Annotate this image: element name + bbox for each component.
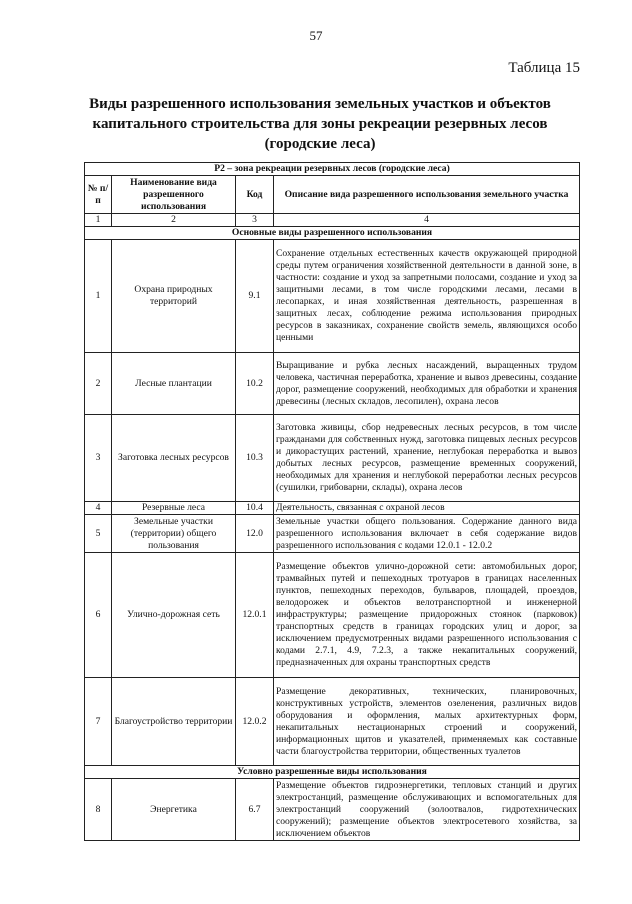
row-name: Энергетика	[112, 779, 236, 841]
row-desc: Деятельность, связанная с охраной лесов	[274, 502, 580, 515]
row-desc: Земельные участки общего пользования. Содержание данного вида разрешенного использования включает в себя содержание видов разрешенного использования с кодами 12.0.1 - 12.0.2	[274, 515, 580, 553]
header-num: № п/п	[85, 176, 112, 214]
row-desc: Размещение объектов улично-дорожной сети: автомобильных дорог, трамвайных путей и пешеходных тротуаров в границах населенных пунктов, пешеходных переходов, бульваров, площадей, проездов, велодорожек и объектов велотранспортной и инженерной инфраструктуры; размещение придорожных стоянок (парковок) транспортных средств в границах городских улиц и дорог, за исключением предусмотренных видами разрешенного использования с кодами 2.7.1, 4.9, 7.2.3, а также некапитальных сооружений, предназначенных для охраны транспортных средств	[274, 553, 580, 678]
table-row	[85, 515, 580, 553]
row-code: 12.0	[236, 515, 274, 553]
document-title	[60, 94, 580, 154]
row-name: Резервные леса	[112, 502, 236, 515]
row-desc: Размещение декоративных, технических, планировочных, конструктивных устройств, элементов озеленения, различных видов оборудования и оформления, малых архитектурных форм, некапитальных нестационарных строений и сооружений, информационных щитов и указателей, применяемых как составные части благоустройства территории, общественных туалетов	[274, 678, 580, 766]
row-num: 2	[85, 353, 112, 415]
table-row	[85, 678, 580, 766]
row-desc: Размещение объектов гидроэнергетики, тепловых станций и других электростанций, размещение обслуживающих и вспомогательных для электростанций сооружений (золоотвалов, гидротехнических сооружений); размещение объектов электросетевого хозяйства, за исключением объектов	[274, 779, 580, 841]
col-number: 1	[85, 214, 112, 227]
row-name: Заготовка лесных ресурсов	[112, 415, 236, 502]
section-main: Основные виды разрешенного использования	[85, 227, 580, 240]
row-code: 10.4	[236, 502, 274, 515]
table-row	[85, 502, 580, 515]
row-name: Благоустройство территории	[112, 678, 236, 766]
table-row	[85, 353, 580, 415]
page-number: 57	[309, 28, 323, 43]
section-conditional: Условно разрешенные виды использования	[85, 766, 580, 779]
row-num: 1	[85, 240, 112, 353]
row-name: Улично-дорожная сеть	[112, 553, 236, 678]
row-code: 10.3	[236, 415, 274, 502]
col-number: 2	[112, 214, 236, 227]
row-name: Земельные участки (территории) общего пользования	[112, 515, 236, 553]
row-code: 6.7	[236, 779, 274, 841]
zone-heading: Р2 – зона рекреации резервных лесов (городские леса)	[85, 163, 580, 176]
row-num: 7	[85, 678, 112, 766]
row-code: 10.2	[236, 353, 274, 415]
table-row	[85, 415, 580, 502]
row-name: Лесные плантации	[112, 353, 236, 415]
row-desc: Выращивание и рубка лесных насаждений, выращенных трудом человека, частичная переработка, хранение и вывоз древесины, создание дорог, размещение сооружений, необходимых для обработки и хранения древесины (лесных складов, лесопилен), охрана лесов	[274, 353, 580, 415]
header-name: Наименование вида разрешенного использования	[112, 176, 236, 214]
table-row	[85, 240, 580, 353]
col-number: 4	[274, 214, 580, 227]
row-name: Охрана природных территорий	[112, 240, 236, 353]
header-desc: Описание вида разрешенного использования земельного участка	[274, 176, 580, 214]
title-line: капитального строительства для зоны рекреации резервных лесов	[92, 116, 548, 132]
table-number: Таблица 15	[508, 60, 580, 76]
row-num: 8	[85, 779, 112, 841]
row-num: 4	[85, 502, 112, 515]
table-row	[85, 553, 580, 678]
title-line: Виды разрешенного использования земельных участков и объектов	[89, 96, 551, 112]
row-num: 6	[85, 553, 112, 678]
land-use-table	[84, 162, 580, 841]
row-code: 12.0.2	[236, 678, 274, 766]
row-num: 5	[85, 515, 112, 553]
col-number: 3	[236, 214, 274, 227]
table-row	[85, 779, 580, 841]
row-desc: Сохранение отдельных естественных качеств окружающей природной среды путем ограничения хозяйственной деятельности в данной зоне, в частности: создание и уход за запретными полосами, создание и уход за защитными лесами, в том числе городскими лесами, лесами в лесопарках, и иная хозяйственная деятельность, разрешенная в защитных лесах, соблюдение режима использования природных ресурсов в заказниках, сохранение свойств земель, являющихся особо ценными	[274, 240, 580, 353]
title-line: (городские леса)	[264, 136, 376, 152]
header-code: Код	[236, 176, 274, 214]
row-code: 12.0.1	[236, 553, 274, 678]
row-code: 9.1	[236, 240, 274, 353]
row-desc: Заготовка живицы, сбор недревесных лесных ресурсов, в том числе гражданами для собственных нужд, заготовка пищевых лесных ресурсов и дикорастущих растений, хранение, неглубокая переработка и вывоз добытых лесных ресурсов, размещение временных сооружений, необходимых для хранения и неглубокой переработки лесных ресурсов (сушилки, грибоварни, склады), охрана лесов	[274, 415, 580, 502]
row-num: 3	[85, 415, 112, 502]
